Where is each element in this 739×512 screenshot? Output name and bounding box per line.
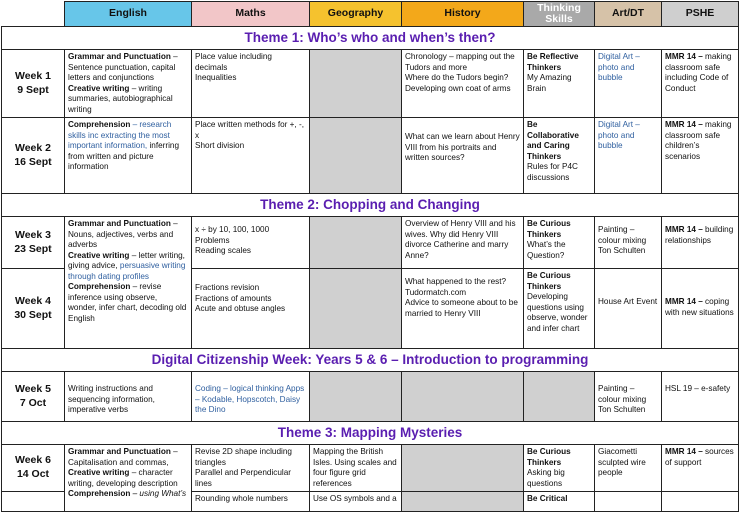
week-label: Week 4 30 Sept xyxy=(2,269,65,349)
theme-row xyxy=(2,27,739,50)
week-label: Week 6 14 Oct xyxy=(2,445,65,492)
art-cell: House Art Event xyxy=(595,269,662,349)
geography-cell xyxy=(310,50,402,118)
english-cell: Writing instructions and sequencing information, imperative verbs xyxy=(65,372,192,422)
pshe-cell: MMR 14 – building relationships xyxy=(662,217,739,269)
geography-cell xyxy=(310,118,402,194)
thinking-cell: Be Reflective Thinkers My Amazing Brain xyxy=(524,50,595,118)
theme-title: Theme 2: Chopping and Changing xyxy=(2,194,739,217)
week-row xyxy=(2,118,739,194)
header-english: English xyxy=(65,2,192,27)
history-cell: What happened to the rest? Tudormatch.com Advice to someone about to be married to Henry VIII xyxy=(402,269,524,349)
week-label: Week 1 9 Sept xyxy=(2,50,65,118)
week-label xyxy=(2,492,65,512)
art-cell: Painting – colour mixing Ton Schulten xyxy=(595,372,662,422)
theme-row xyxy=(2,349,739,372)
maths-cell: Fractions revision Fractions of amounts Acute and obtuse angles xyxy=(192,269,310,349)
geography-cell xyxy=(310,372,402,422)
maths-cell: Revise 2D shape including triangles Parallel and Perpendicular lines xyxy=(192,445,310,492)
pshe-cell: MMR 14 – making classroom safe including Code of Conduct xyxy=(662,50,739,118)
pshe-cell: HSL 19 – e-safety xyxy=(662,372,739,422)
art-cell: Digital Art – photo and bubble xyxy=(595,50,662,118)
week-label: Week 2 16 Sept xyxy=(2,118,65,194)
history-cell: Chronology – mapping out the Tudors and more Where do the Tudors begin? Developing own coat of arms xyxy=(402,50,524,118)
thinking-cell: Be Curious Thinkers Asking big questions xyxy=(524,445,595,492)
geography-cell: Use OS symbols and a xyxy=(310,492,402,512)
thinking-cell: Be Curious Thinkers Developing questions using observe, wonder and infer chart xyxy=(524,269,595,349)
curriculum-table xyxy=(1,1,739,512)
corner-cell xyxy=(2,2,65,27)
theme-title: Digital Citizenship Week: Years 5 & 6 – Introduction to programming xyxy=(2,349,739,372)
header-geography: Geography xyxy=(310,2,402,27)
pshe-cell: MMR 14 – sources of support xyxy=(662,445,739,492)
pshe-cell: MMR 14 – coping with new situations xyxy=(662,269,739,349)
header-art: Art/DT xyxy=(595,2,662,27)
maths-cell: Rounding whole numbers xyxy=(192,492,310,512)
header-history: History xyxy=(402,2,524,27)
art-cell xyxy=(595,492,662,512)
history-cell xyxy=(402,372,524,422)
header-maths: Maths xyxy=(192,2,310,27)
maths-cell: Place value including decimals Inequalities xyxy=(192,50,310,118)
art-cell: Giacometti sculpted wire people xyxy=(595,445,662,492)
week-row xyxy=(2,372,739,422)
thinking-cell: Be Collaborative and Caring Thinkers Rules for P4C discussions xyxy=(524,118,595,194)
geography-cell xyxy=(310,217,402,269)
week-row xyxy=(2,445,739,492)
theme-title: Theme 3: Mapping Mysteries xyxy=(2,422,739,445)
theme-row xyxy=(2,422,739,445)
art-cell: Digital Art – photo and bubble xyxy=(595,118,662,194)
week-row xyxy=(2,217,739,269)
week-row xyxy=(2,50,739,118)
thinking-cell: Be Curious Thinkers What’s the Question? xyxy=(524,217,595,269)
geography-cell: Mapping the British Isles. Using scales and four figure grid references xyxy=(310,445,402,492)
pshe-cell xyxy=(662,492,739,512)
header-pshe: PSHE xyxy=(662,2,739,27)
thinking-cell: Be Critical xyxy=(524,492,595,512)
history-cell: Overview of Henry VIII and his wives. Why did Henry VIII divorce Catherine and marry Anne? xyxy=(402,217,524,269)
english-cell: Grammar and Punctuation – Sentence punctuation, capital letters and conjunctions Creative writing – writing summaries, autobiographical writing xyxy=(65,50,192,118)
header-row xyxy=(2,2,739,27)
maths-cell: x ÷ by 10, 100, 1000 Problems Reading scales xyxy=(192,217,310,269)
geography-cell xyxy=(310,269,402,349)
art-cell: Painting – colour mixing Ton Schulten xyxy=(595,217,662,269)
theme-title: Theme 1: Who’s who and when’s then? xyxy=(2,27,739,50)
week-label: Week 3 23 Sept xyxy=(2,217,65,269)
history-cell xyxy=(402,492,524,512)
maths-cell: Coding – logical thinking Apps – Kodable, Hopscotch, Daisy the Dino xyxy=(192,372,310,422)
theme-row xyxy=(2,194,739,217)
english-cell: Grammar and Punctuation – Capitalisation and commas, Creative writing – character writing, developing description Comprehension – using What’s xyxy=(65,445,192,512)
header-thinking: Thinking Skills xyxy=(524,2,595,27)
week-label: Week 5 7 Oct xyxy=(2,372,65,422)
maths-cell: Place written methods for +, -, x Short division xyxy=(192,118,310,194)
english-cell: Comprehension – research skills inc extracting the most important information, inferring from written and picture information xyxy=(65,118,192,194)
thinking-cell xyxy=(524,372,595,422)
english-cell: Grammar and Punctuation – Nouns, adjectives, verbs and adverbs Creative writing – letter writing, giving advice, persuasive writing through dating profiles Comprehension – revise inference using observe, wonder, infer chart, decoding old English xyxy=(65,217,192,349)
pshe-cell: MMR 14 – making classroom safe children’s scenarios xyxy=(662,118,739,194)
history-cell xyxy=(402,445,524,492)
history-cell: What can we learn about Henry VIII from his portraits and written sources? xyxy=(402,118,524,194)
